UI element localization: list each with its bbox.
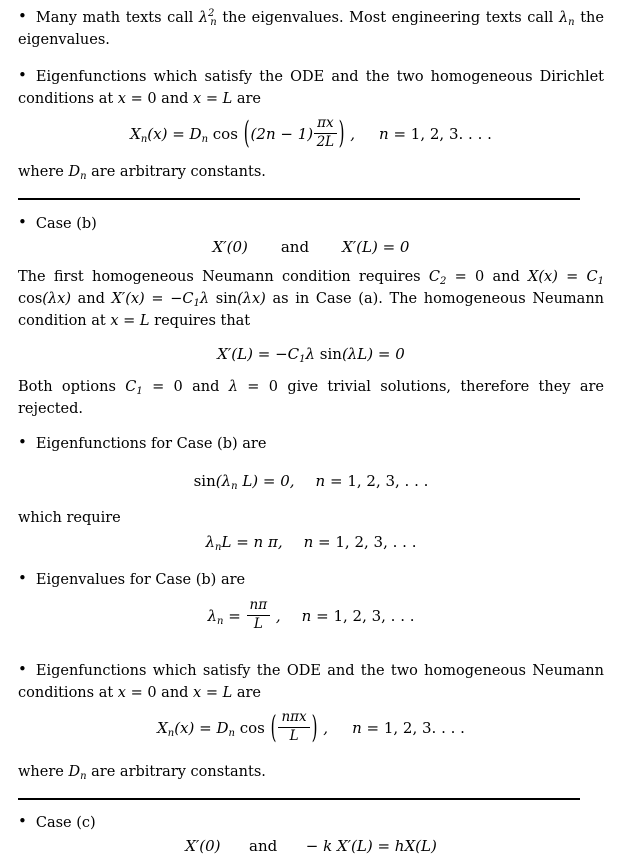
bullet-item-case-c (18, 811, 604, 834)
bullet-icon: • (18, 213, 27, 232)
equation-sin-condition: $\sin(\lambda_n$ L) = 0, n = 1, 2, 3, . . . (193, 472, 429, 493)
equation-neumann-at-L: $X'(L) = -C_1\lambda$ sin(λL) = 0 (217, 345, 405, 366)
section-divider (18, 198, 580, 200)
paragraph-trivial-solutions: Both options $C_1 = 0$ and λ = 0 give trivial solutions, therefore they are rejected. (18, 379, 604, 418)
bullet-item-eigenvalues-case-b (18, 568, 604, 591)
bullet-item-neumann-eigenfunctions (18, 659, 604, 704)
bullet-icon: • (18, 812, 27, 831)
paragraph-which-require: which require (18, 510, 121, 527)
equation-dirichlet-eigenfunctions: $X_n(x) = D_n$ cos ((2n − 1) $\frac{\pi x}{2L}$ ) , n = 1, 2, 3. . . . (130, 114, 492, 152)
paragraph-text: Eigenfunctions for Case (b) are (35, 436, 267, 453)
bullet-item-eigenvalue-naming (18, 6, 604, 51)
paragraph-text: Eigenfunctions which satisfy the ODE and the two homogeneous Dirichlet conditions at x = 0 and x = L are (18, 69, 604, 107)
paragraph-text: Many math texts call $\lambda^2_n$ the eigenvalues. Most engineering texts call $\lambda_n$ the eigenvalues. (18, 8, 604, 48)
heading-text: Case (b) (35, 216, 97, 233)
paragraph-arbitrary-constants-1: where $D_n$ are arbitrary constants. (18, 164, 266, 183)
section-divider (18, 798, 580, 800)
heading-text: Case (c) (35, 815, 96, 832)
bullet-icon: • (18, 569, 27, 588)
equation-eigenvalues: $\lambda_n$ = $\frac{n\pi}{L}$ , n = 1, 2, 3, . . . (207, 597, 415, 632)
equation-lambda-L: $\lambda_nL = n$ π, n = 1, 2, 3, . . . (205, 533, 417, 554)
bullet-icon: • (18, 433, 27, 452)
bullet-item-case-b (18, 212, 604, 235)
bullet-item-dirichlet-eigenfunctions (18, 65, 604, 110)
bullet-icon: • (18, 7, 27, 25)
equation-neumann-eigenfunctions: $X_n(x) = D_n$ cos ( $\frac{\text{nπx}}{L}$ ) , n = 1, 2, 3. . . . (157, 708, 465, 746)
equation-case-b-conditions: X′(0) and X′(L) = 0 (212, 238, 410, 257)
bullet-icon: • (18, 66, 27, 84)
paragraph-text: Eigenvalues for Case (b) are (35, 572, 246, 589)
equation-case-c-conditions: X′(0) and − k X′(L) = hX(L) (185, 837, 437, 856)
bullet-icon: • (18, 660, 27, 679)
paragraph-text: Eigenfunctions which satisfy the ODE and the two homogeneous Neumann conditions at x = 0 and x = L are (18, 663, 604, 702)
paragraph-neumann-derivation: The first homogeneous Neumann condition requires $C_2 = 0$ and $X(x) = C_1$ cos(λx) and $X'(x) = -C_1\lambda$ sin(λx) as in Case (a). The homogeneous Neumann condition at x = L requires that (18, 269, 604, 330)
bullet-item-eigenfunctions-case-b (18, 432, 604, 455)
paragraph-arbitrary-constants-2: where $D_n$ are arbitrary constants. (18, 764, 266, 783)
